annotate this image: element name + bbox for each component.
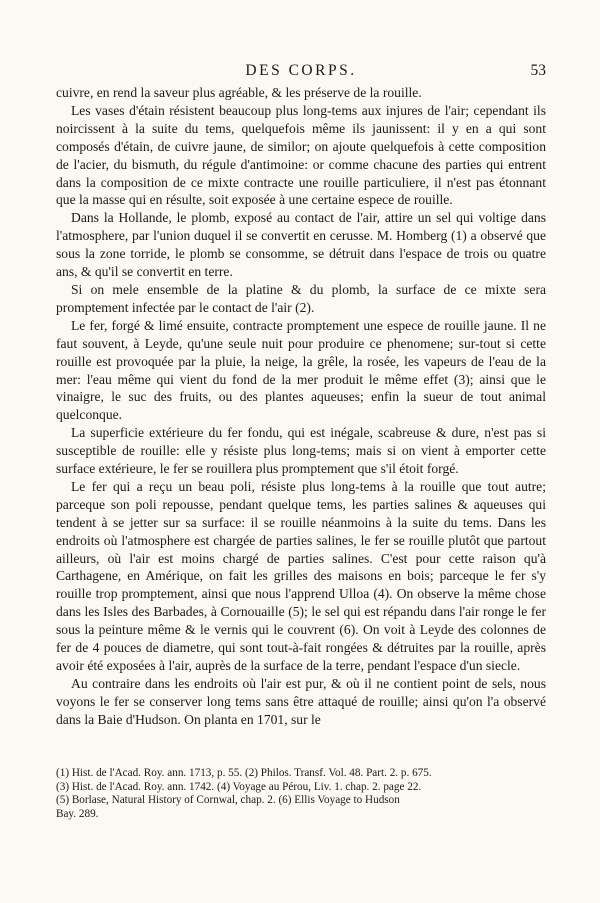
paragraph-forged-iron: Le fer, forgé & limé ensuite, contracte promptement une espece de rouille jaune. Il ne faut souvent, à Leyde, qu'une seule nuit pour produire ce phenomene; sur-tout si cette rouille est provoquée par la pluie, la neige, la grêle, la rosée, les vapeurs de l'eau de la mer: l'eau même qui vient du fond de la mer produit le même effet (3); ainsi que le vinaigre, le suc des fruits, ou des plantes aqueuses; enfin la sueur de tout animal quelconque.: [56, 317, 546, 423]
running-title: DES CORPS.: [245, 62, 357, 79]
paragraph-cast-iron: La superficie extérieure du fer fondu, qui est inégale, scabreuse & dure, n'est pas si susceptible de rouille: elle y résiste plus long-tems; mais si on vient à emporter cette surface extérieure, le fer se rouillera plus promptement que s'il étoit forgé.: [56, 425, 546, 477]
paragraph-polished-iron: Le fer qui a reçu un beau poli, résiste plus long-tems à la rouille que tout autre; parceque son poli repousse, pendant quelque tems, les parties salines & aqueuses qui tendent à se jetter sur sa surface: il se rouille néanmoins à la suite du tems. Dans les endroits où l'atmosphere est chargée de parties salines, le fer se rouille plutôt que partout ailleurs, où l'air est moins chargé de parties salines. C'est pour cette raison qu'à Carthagene, en Amérique, on fait les grilles des maisons en bois; parceque le fer s'y rouille trop promptement, ainsi que nous l'apprend Ulloa (4). On observe la même chose dans les Isles des Barbades, à Cornouaille (5); le sel qui est répandu dans l'air ronge le fer sous la peinture même & le vernis qui le couvrent (6). On voit à Leyde des colonnes de fer de 4 pouces de diametre, qui sont tout-à-fait rongées & détruites par la rouille, après avoir été exposées à l'air, auprès de la surface de la terre, pendant l'espace d'un siecle.: [56, 478, 546, 673]
body-text: [56, 84, 546, 729]
paragraph-pure-air: Au contraire dans les endroits où l'air est pur, & où il ne contient point de sels, nous voyons le fer se conserver long tems sans être attaqué de rouille; ainsi qu'on l'a observé dans la Baie d'Hudson. On planta en 1701, sur le: [56, 675, 546, 727]
paragraph-continued: cuivre, en rend la saveur plus agréable, & les préserve de la rouille.: [56, 85, 422, 100]
page-number: 53: [530, 62, 546, 79]
footnote-line: (1) Hist. de l'Acad. Roy. ann. 1713, p. 55. (2) Philos. Transf. Vol. 48. Part. 2. p. 675.: [56, 767, 432, 779]
page-header: [56, 62, 546, 84]
footnotes: [56, 767, 546, 821]
footnote-line: Bay. 289.: [56, 807, 99, 820]
footnote-line: (3) Hist. de l'Acad. Roy. ann. 1742. (4) Voyage au Pérou, Liv. 1. chap. 2. page 22.: [56, 780, 422, 793]
paragraph-lead-holland: Dans la Hollande, le plomb, exposé au contact de l'air, attire un sel qui voltige dans l'atmosphere, par l'union duquel il se convertit en cerusse. M. Homberg (1) a observé que sous la zone torride, le plomb se consomme, se détruit dans l'espace de trois ou quatre ans, & qu'il se convertit en terre.: [56, 210, 546, 280]
paragraph-platinum-lead: Si on mele ensemble de la platine & du plomb, la surface de ce mixte sera promptement infectée par le contact de l'air (2).: [56, 281, 546, 315]
footnote-line: (5) Borlase, Natural History of Cornwal, chap. 2. (6) Ellis Voyage to Hudson: [56, 794, 400, 807]
paragraph-tin-vases: Les vases d'étain résistent beaucoup plus long-tems aux injures de l'air; cependant ils noircissent à la suite du tems, quelquefois même ils jaunissent: il y en a qui sont composés d'étain, de cuivre jaune, de similor; on ajoute quelquefois à cette composition de l'acier, du bismuth, du régule d'antimoine: or comme chacune des parties qui entrent dans la composition de ce mixte contracte une rouille particuliere, il n'est pas étonnant que la masse qui en résulte, soit exposée à une certaine espece de rouille.: [56, 102, 546, 208]
